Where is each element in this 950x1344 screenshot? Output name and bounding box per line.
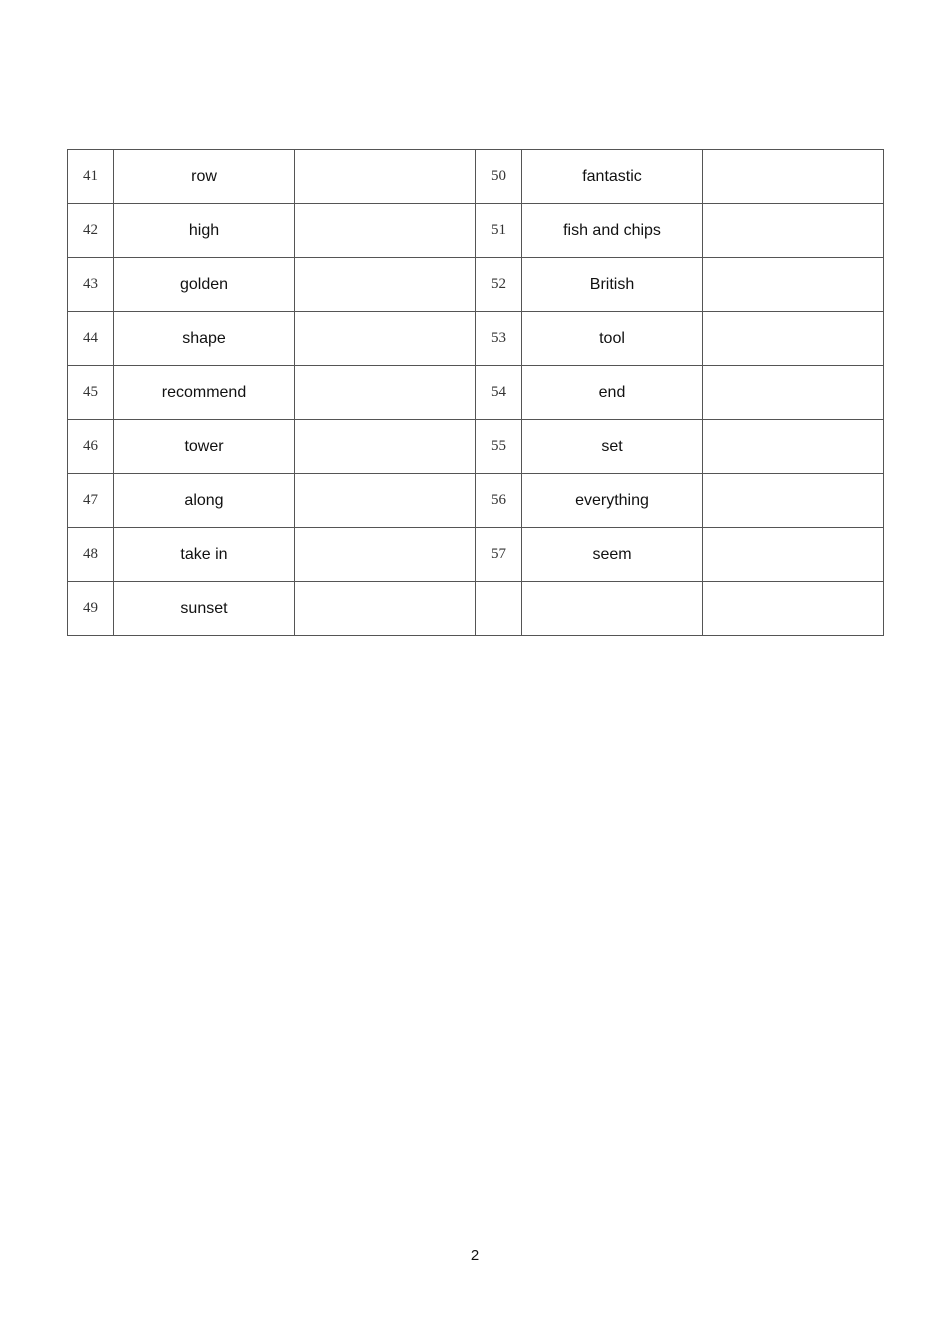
answer-cell-right — [703, 312, 884, 366]
vocabulary-table-body — [68, 150, 884, 636]
vocab-word-right: fantastic — [522, 150, 703, 204]
vocab-word-right — [522, 582, 703, 636]
vocab-word-right: end — [522, 366, 703, 420]
answer-cell-right — [703, 150, 884, 204]
vocab-word-left: sunset — [114, 582, 295, 636]
row-number-left: 45 — [68, 366, 114, 420]
answer-cell-left — [295, 258, 476, 312]
table-row — [68, 420, 884, 474]
answer-cell-left — [295, 366, 476, 420]
row-number-left: 47 — [68, 474, 114, 528]
row-number-left: 46 — [68, 420, 114, 474]
row-number-left: 48 — [68, 528, 114, 582]
answer-cell-right — [703, 366, 884, 420]
row-number-right: 55 — [476, 420, 522, 474]
vocab-word-left: along — [114, 474, 295, 528]
answer-cell-left — [295, 582, 476, 636]
row-number-left: 42 — [68, 204, 114, 258]
vocab-word-left: high — [114, 204, 295, 258]
row-number-right: 54 — [476, 366, 522, 420]
row-number-left: 44 — [68, 312, 114, 366]
row-number-right: 50 — [476, 150, 522, 204]
answer-cell-right — [703, 474, 884, 528]
vocab-word-right: British — [522, 258, 703, 312]
table-row — [68, 204, 884, 258]
vocab-word-left: shape — [114, 312, 295, 366]
vocab-word-left: recommend — [114, 366, 295, 420]
vocab-word-left: tower — [114, 420, 295, 474]
row-number-right — [476, 582, 522, 636]
table-row — [68, 474, 884, 528]
vocab-word-right: set — [522, 420, 703, 474]
answer-cell-left — [295, 474, 476, 528]
answer-cell-left — [295, 528, 476, 582]
table-row — [68, 150, 884, 204]
table-row — [68, 312, 884, 366]
vocab-word-right: everything — [522, 474, 703, 528]
vocab-word-left: take in — [114, 528, 295, 582]
answer-cell-left — [295, 312, 476, 366]
vocab-word-left: golden — [114, 258, 295, 312]
answer-cell-left — [295, 420, 476, 474]
answer-cell-right — [703, 582, 884, 636]
row-number-right: 51 — [476, 204, 522, 258]
row-number-right: 56 — [476, 474, 522, 528]
row-number-left: 49 — [68, 582, 114, 636]
answer-cell-left — [295, 150, 476, 204]
answer-cell-right — [703, 528, 884, 582]
answer-cell-left — [295, 204, 476, 258]
answer-cell-right — [703, 204, 884, 258]
table-row — [68, 366, 884, 420]
vocab-word-left: row — [114, 150, 295, 204]
answer-cell-right — [703, 258, 884, 312]
vocabulary-table — [67, 149, 884, 636]
vocab-word-right: fish and chips — [522, 204, 703, 258]
table-row — [68, 582, 884, 636]
table-row — [68, 258, 884, 312]
answer-cell-right — [703, 420, 884, 474]
page-number: 2 — [470, 1247, 480, 1264]
row-number-right: 52 — [476, 258, 522, 312]
vocab-word-right: tool — [522, 312, 703, 366]
row-number-left: 43 — [68, 258, 114, 312]
row-number-right: 53 — [476, 312, 522, 366]
row-number-left: 41 — [68, 150, 114, 204]
vocab-word-right: seem — [522, 528, 703, 582]
table-row — [68, 528, 884, 582]
row-number-right: 57 — [476, 528, 522, 582]
